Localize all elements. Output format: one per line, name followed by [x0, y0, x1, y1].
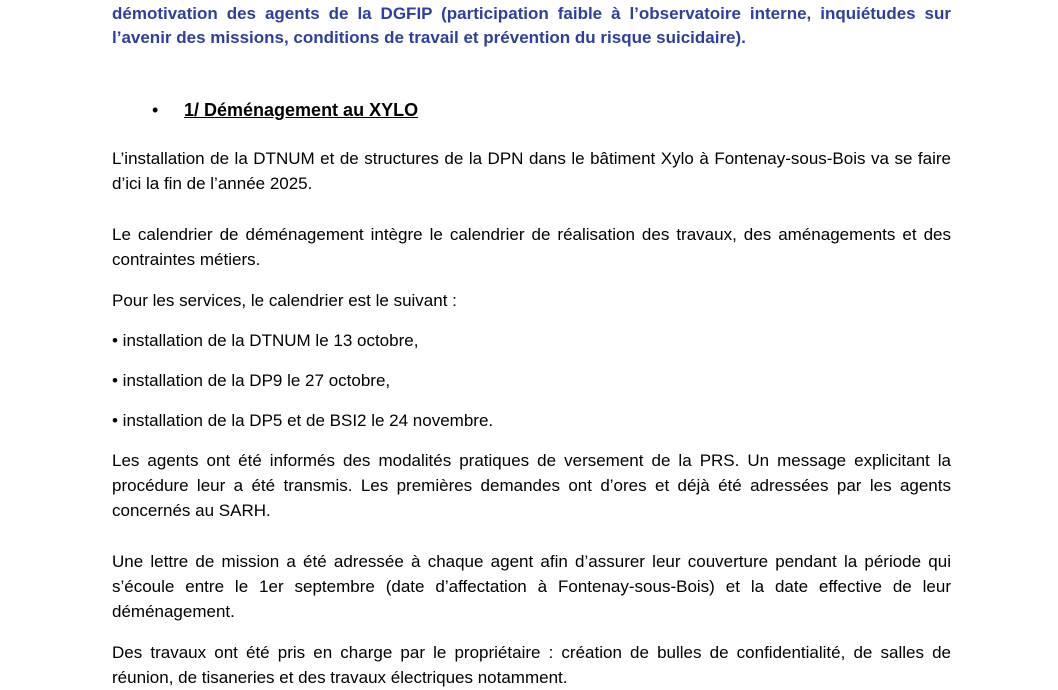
- schedule-item-dtnum: • installation de la DTNUM le 13 octobre,: [112, 331, 419, 350]
- intro-paragraph: démotivation des agents de la DGFIP (participation faible à l’observatoire interne, inquiétudes sur l’avenir des missions, conditions de travail et prévention du risque suicidaire).: [112, 4, 951, 47]
- paragraph-travaux: Des travaux ont été pris en charge par le propriétaire : création de bulles de confidentialité, de salles de réunion, de tisaneries et des travaux électriques notamment.: [112, 643, 951, 687]
- paragraph-prs: Les agents ont été informés des modalités pratiques de versement de la PRS. Un message explicitant la procédure leur a été transmis. Les premières demandes ont d’ores et déjà été adressées par les agents concernés au SARH.: [112, 451, 951, 520]
- section-title: 1/ Déménagement au XYLO: [184, 100, 419, 120]
- schedule-item-dp5: • installation de la DP5 et de BSI2 le 24 novembre.: [112, 411, 494, 430]
- paragraph-calendrier: Le calendrier de déménagement intègre le calendrier de réalisation des travaux, des aménagements et des contraintes métiers.: [112, 225, 951, 269]
- heading-bullet: •: [152, 100, 159, 120]
- paragraph-services: Pour les services, le calendrier est le suivant :: [112, 291, 457, 310]
- paragraph-installation: L’installation de la DTNUM et de structures de la DPN dans le bâtiment Xylo à Fontenay-sous-Bois va se faire d’ici la fin de l’année 2025.: [112, 149, 951, 193]
- schedule-item-dp9: • installation de la DP9 le 27 octobre,: [112, 371, 391, 390]
- paragraph-mission: Une lettre de mission a été adressée à chaque agent afin d’assurer leur couverture pendant la période qui s’écoule entre le 1er septembre (date d’affectation à Fontenay-sous-Bois) et la date effective de leur déménagement.: [112, 552, 951, 621]
- section-heading: [152, 98, 418, 122]
